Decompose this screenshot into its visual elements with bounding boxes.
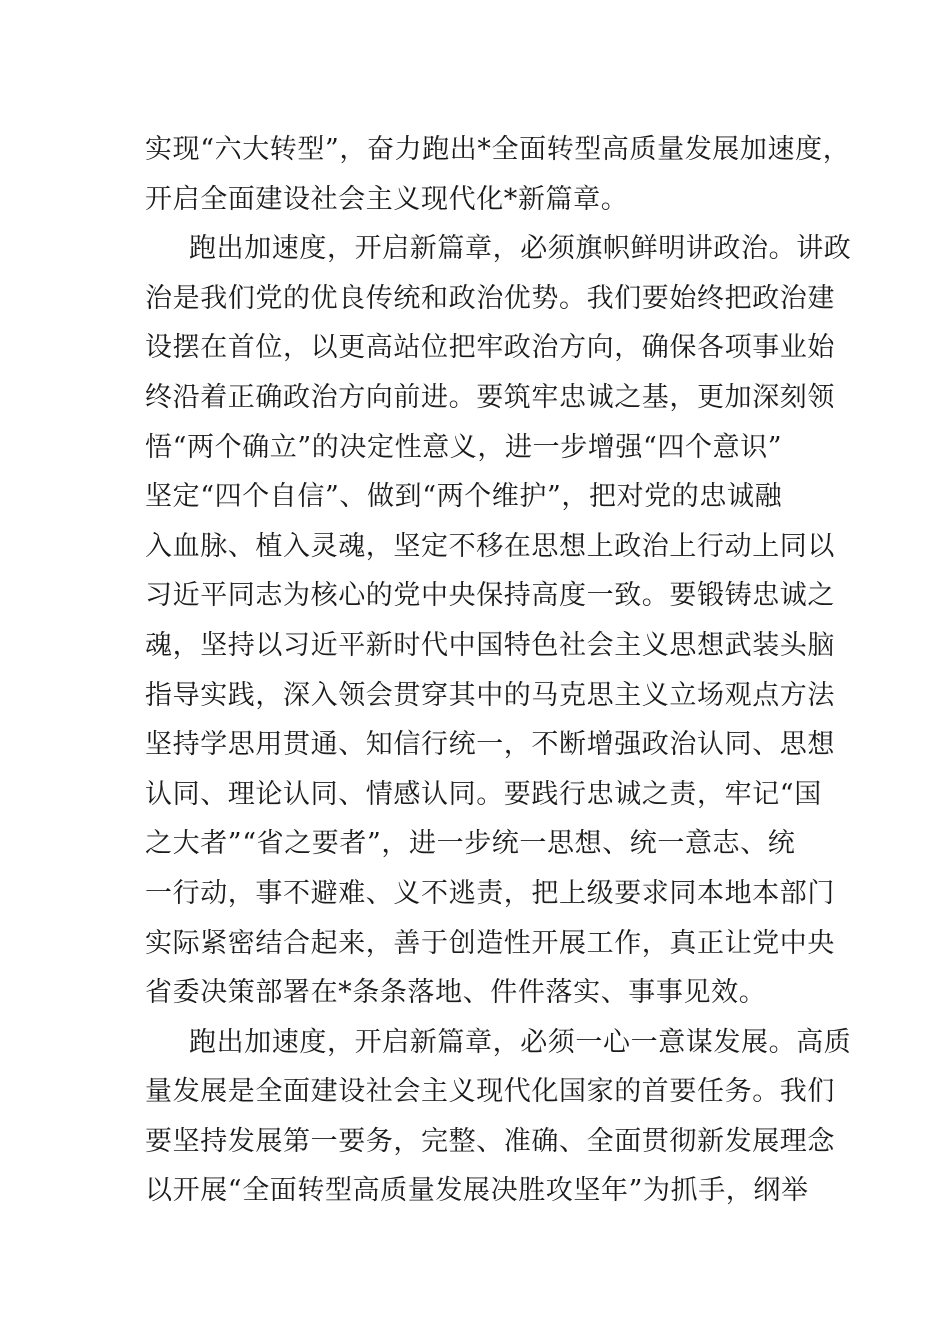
- text-line: 坚持学思用贯通、知信行统一，不断增强政治认同、思想: [145, 729, 835, 761]
- text-line: 认同、理论认同、情感认同。要践行忠诚之责，牢记“国: [145, 778, 822, 810]
- text-line: 实际紧密结合起来，善于创造性开展工作，真正让党中央: [145, 927, 835, 959]
- text-line: 治是我们党的优良传统和政治优势。我们要始终把政治建: [145, 282, 835, 314]
- paragraph-first-line: 跑出加速度，开启新篇章，必须一心一意谋发展。高质: [189, 1026, 852, 1058]
- text-line: 魂，坚持以习近平新时代中国特色社会主义思想武装头脑: [145, 629, 835, 661]
- text-line: 坚定“四个自信”、做到“两个维护”，把对党的忠诚融: [145, 481, 783, 513]
- text-line: 以开展“全面转型高质量发展决胜攻坚年”为抓手，纲举: [145, 1175, 809, 1207]
- text-line: 实现“六大转型”，奋力跑出*全面转型高质量发展加速度，: [145, 134, 851, 165]
- paragraph-first-line: 跑出加速度，开启新篇章，必须旗帜鲜明讲政治。讲政: [189, 233, 852, 265]
- text-line: 指导实践，深入领会贯穿其中的马克思主义立场观点方法: [145, 679, 835, 711]
- text-line: 开启全面建设社会主义现代化*新篇章。: [145, 183, 629, 215]
- text-line: 悟“两个确立”的决定性意义，进一步增强“四个意识”: [145, 431, 783, 463]
- text-line: 习近平同志为核心的党中央保持高度一致。要锻铸忠诚之: [145, 580, 835, 612]
- text-line: 入血脉、植入灵魂，坚定不移在思想上政治上行动上同以: [145, 530, 835, 562]
- text-line: 省委决策部署在*条条落地、件件落实、事事见效。: [145, 977, 767, 1009]
- document-body: [145, 125, 852, 1216]
- text-line: 要坚持发展第一要务，完整、准确、全面贯彻新发展理念: [145, 1125, 835, 1157]
- text-line: 一行动，事不避难、义不逃责，把上级要求同本地本部门: [145, 877, 835, 909]
- text-line: 量发展是全面建设社会主义现代化国家的首要任务。我们: [145, 1076, 835, 1108]
- text-line: 之大者”“省之要者”，进一步统一思想、统一意志、统: [145, 828, 796, 860]
- text-line: 设摆在首位，以更高站位把牢政治方向，确保各项事业始: [145, 332, 835, 364]
- text-line: 终沿着正确政治方向前进。要筑牢忠诚之基，更加深刻领: [145, 381, 835, 413]
